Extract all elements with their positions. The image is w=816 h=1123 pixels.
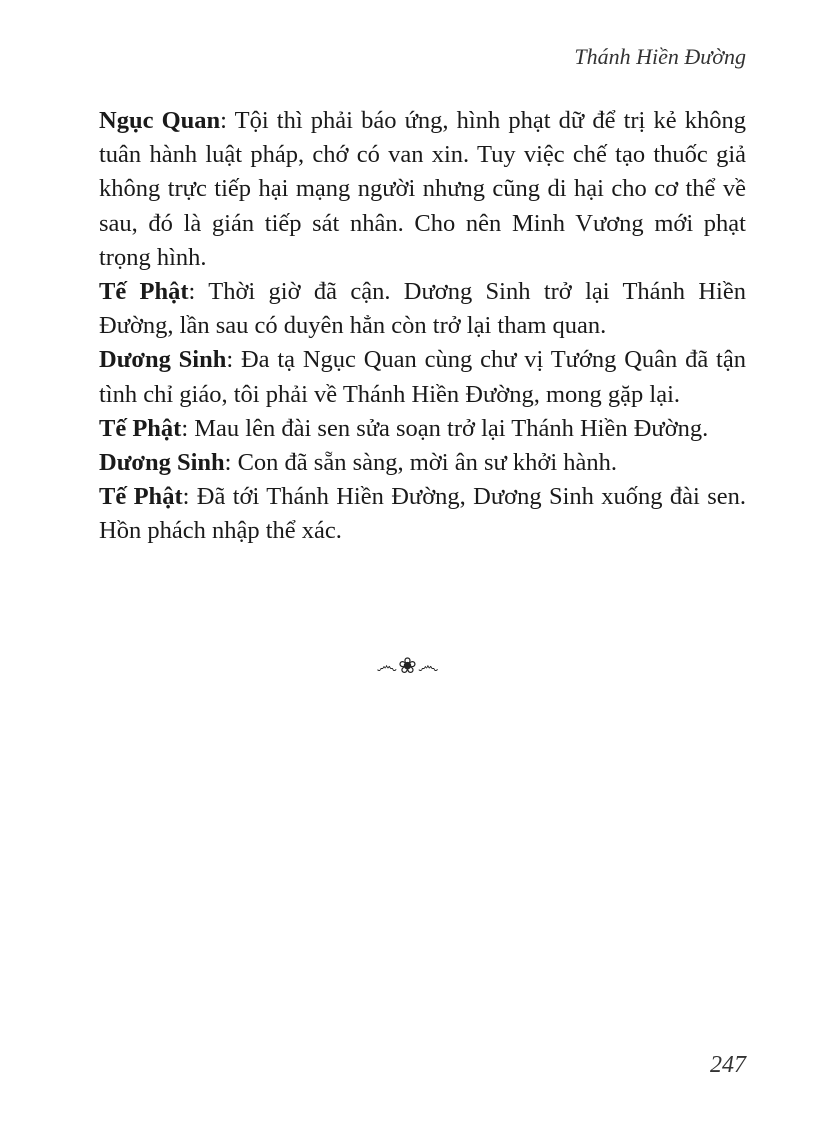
speaker-name: Dương Sinh: [99, 449, 225, 477]
dialogue-paragraph: [99, 104, 746, 275]
dialogue-text: : Con đã sẵn sàng, mời ân sư khởi hành.: [224, 449, 618, 477]
speaker-name: Ngục Quan: [99, 107, 221, 134]
dialogue-paragraph: [99, 480, 746, 548]
dialogue-paragraph: [99, 446, 746, 480]
dialogue-body: [99, 104, 746, 549]
dialogue-paragraph: [99, 275, 746, 343]
dialogue-text: : Thời giờ đã cận. Dương Sinh trở lại Thánh Hiền Đường, lần sau có duyên hẳn còn trở lại tham quan.: [99, 278, 746, 340]
speaker-name: Tế Phật: [99, 278, 189, 306]
running-header: Thánh Hiền Đường: [574, 44, 746, 69]
dialogue-text: : Tội thì phải báo ứng, hình phạt dữ để trị kẻ không tuân hành luật pháp, chớ có van xin. Tuy việc chế tạo thuốc giả không trực tiếp hại mạng người nhưng cũng di hại cho cơ thể về sau, đó là gián tiếp sát nhân. Cho nên Minh Vương mới phạt trọng hình.: [99, 107, 746, 271]
speaker-name: Dương Sinh: [99, 346, 227, 374]
floral-divider-icon: ෴❀෴: [376, 654, 440, 679]
speaker-name: Tế Phật: [99, 414, 182, 442]
dialogue-text: : Đã tới Thánh Hiền Đường, Dương Sinh xuống đài sen. Hồn phách nhập thể xác.: [99, 483, 747, 545]
dialogue-text: : Mau lên đài sen sửa soạn trở lại Thánh Hiền Đường.: [181, 414, 709, 442]
page-number: 247: [710, 1052, 746, 1078]
dialogue-paragraph: [99, 412, 746, 446]
speaker-name: Tế Phật: [99, 483, 183, 511]
dialogue-text: : Đa tạ Ngục Quan cùng chư vị Tướng Quân đã tận tình chỉ giáo, tôi phải về Thánh Hiền Đường, mong gặp lại.: [99, 346, 746, 408]
dialogue-paragraph: [99, 343, 746, 411]
